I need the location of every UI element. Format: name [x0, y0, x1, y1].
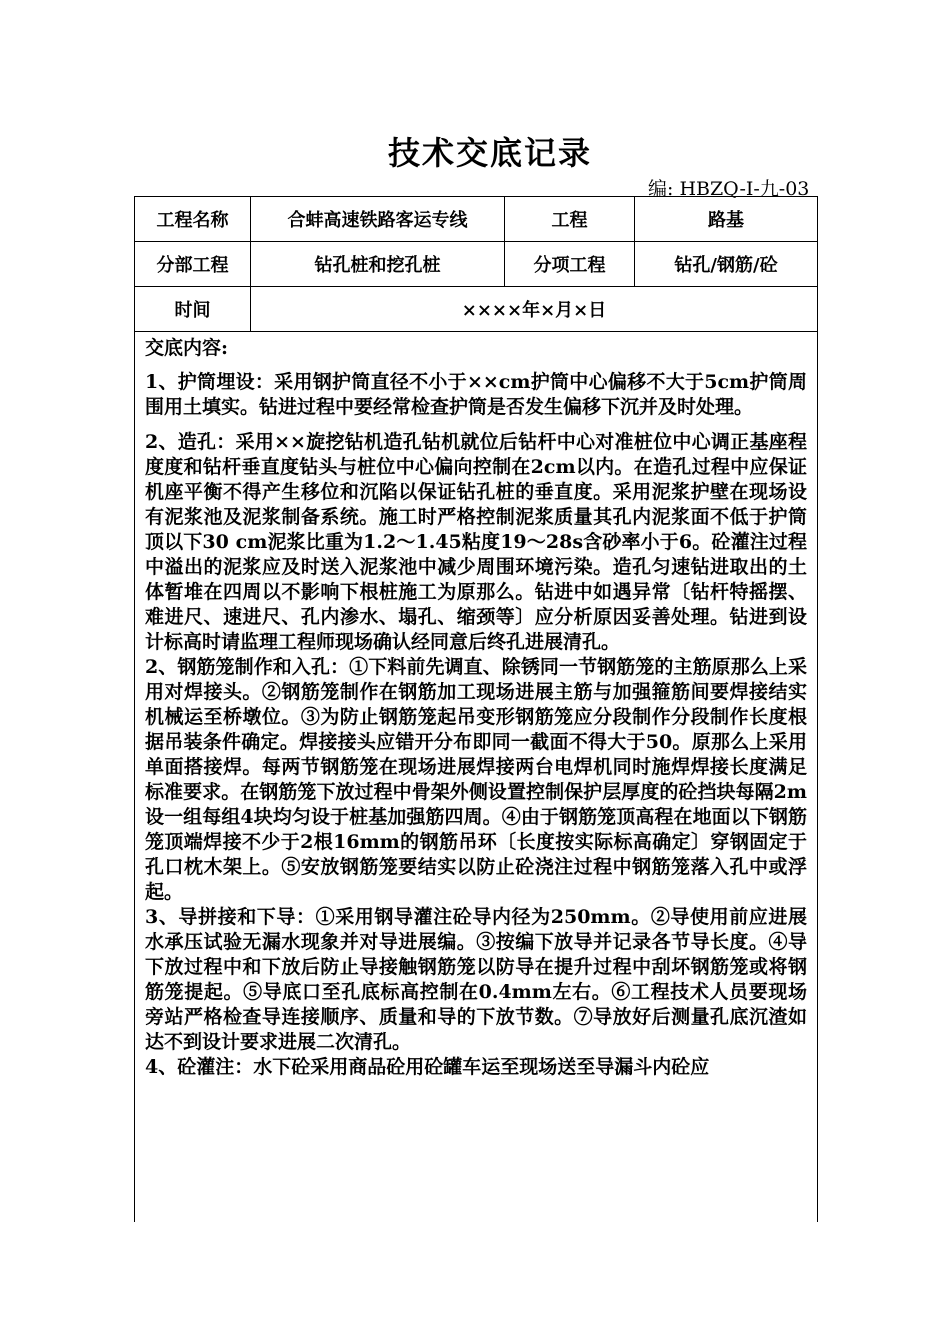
- record-table: [134, 196, 818, 1222]
- subitem-label: 分项工程: [505, 242, 635, 287]
- division-value: 钻孔桩和挖孔桩: [251, 242, 505, 287]
- table-row: [135, 287, 818, 332]
- briefing-content: [135, 332, 818, 1223]
- project-name-label: 工程名称: [135, 197, 251, 242]
- project-value: 路基: [635, 197, 818, 242]
- document-code: 编: HBZQ-Ⅰ-九-03: [648, 178, 810, 200]
- paragraph-concrete: 4、砼灌注：水下砼采用商品砼用砼罐车运至现场送至导漏斗内砼应: [145, 1056, 710, 1078]
- paragraph-casing: 1、护筒埋设：采用钢护筒直径不小于××cm护筒中心偏移不大于5cm护筒周围用土填实。钻进过程中要经常检查护筒是否发生偏移下沉并及时处理。: [145, 371, 807, 418]
- table-row: [135, 197, 818, 242]
- division-label: 分部工程: [135, 242, 251, 287]
- paragraph-drilling: 2、造孔：采用××旋挖钻机造孔钻机就位后钻杆中心对准桩位中心调正基座程度度和钻杆垂直度钻头与桩位中心偏向控制在2cm以内。在造孔过程中应保证机座平衡不得产生移位和沉陷以保证钻孔桩的垂直度。采用泥浆护壁在现场设有泥浆池及泥浆制备系统。施工时严格控制泥浆质量其孔内泥浆面不低于护筒顶以下30 cm泥浆比重为1.2～1.45粘度19～28s含砂率小于6。砼灌注过程中溢出的泥浆应及时送入泥浆池中减少周围环境污染。造孔匀速钻进取出的土体暂堆在四周以不影响下根桩施工为原那么。钻进中如遇异常〔钻杆特摇摆、难进尺、速进尺、孔内渗水、塌孔、缩颈等〕应分析原因妥善处理。钻进到设计标高时请监理工程师现场确认经同意后终孔进展清孔。: [145, 431, 807, 653]
- paragraph-tremie: 3、导拼接和下导：①采用钢导灌注砼导内径为250mm。②导使用前应进展水承压试验无漏水现象并对导进展编。③按编下放导并记录各节导长度。④导下放过程中和下放后防止导接触钢筋笼以防导在提升过程中刮坏钢筋笼或将钢筋笼提起。⑤导底口至孔底标高控制在0.4mm左右。⑥工程技术人员要现场旁站严格检查导连接顺序、质量和导的下放节数。⑦导放好后测量孔底沉渣如达不到设计要求进展二次清孔。: [145, 906, 807, 1053]
- content-label: 交底内容:: [145, 337, 229, 359]
- subitem-value: 钻孔/钢筋/砼: [635, 242, 818, 287]
- table-row: [135, 242, 818, 287]
- paragraph-rebar-cage: 2、钢筋笼制作和入孔：①下料前先调直、除锈同一节钢筋笼的主筋原那么上采用对焊接头。②钢筋笼制作在钢筋加工现场进展主筋与加强箍筋间要焊接结实机械运至桥墩位。③为防止钢筋笼起吊变形钢筋笼应分段制作分段制作长度根据吊装条件确定。焊接接头应错开分布即同一截面不得大于50。原那么上采用单面搭接焊。每两节钢筋笼在现场进展焊接两台电焊机同时施焊焊接长度满足标准要求。在钢筋笼下放过程中骨架外侧设置控制保护层厚度的砼挡块每隔2m设一组每组4块均匀设于桩基加强筋四周。④由于钢筋笼顶高程在地面以下钢筋笼顶端焊接不少于2根16mm的钢筋吊环〔长度按实际标高确定〕穿钢固定于孔口枕木架上。⑤安放钢筋笼要结实以防止砼浇注过程中钢筋笼落入孔中或浮起。: [145, 656, 807, 903]
- project-name-value: 合蚌高速铁路客运专线: [251, 197, 505, 242]
- time-value: ××××年×月×日: [251, 287, 818, 332]
- document-title: 技术交底记录: [387, 134, 592, 172]
- project-label: 工程: [505, 197, 635, 242]
- table-row: [135, 332, 818, 1223]
- time-label: 时间: [135, 287, 251, 332]
